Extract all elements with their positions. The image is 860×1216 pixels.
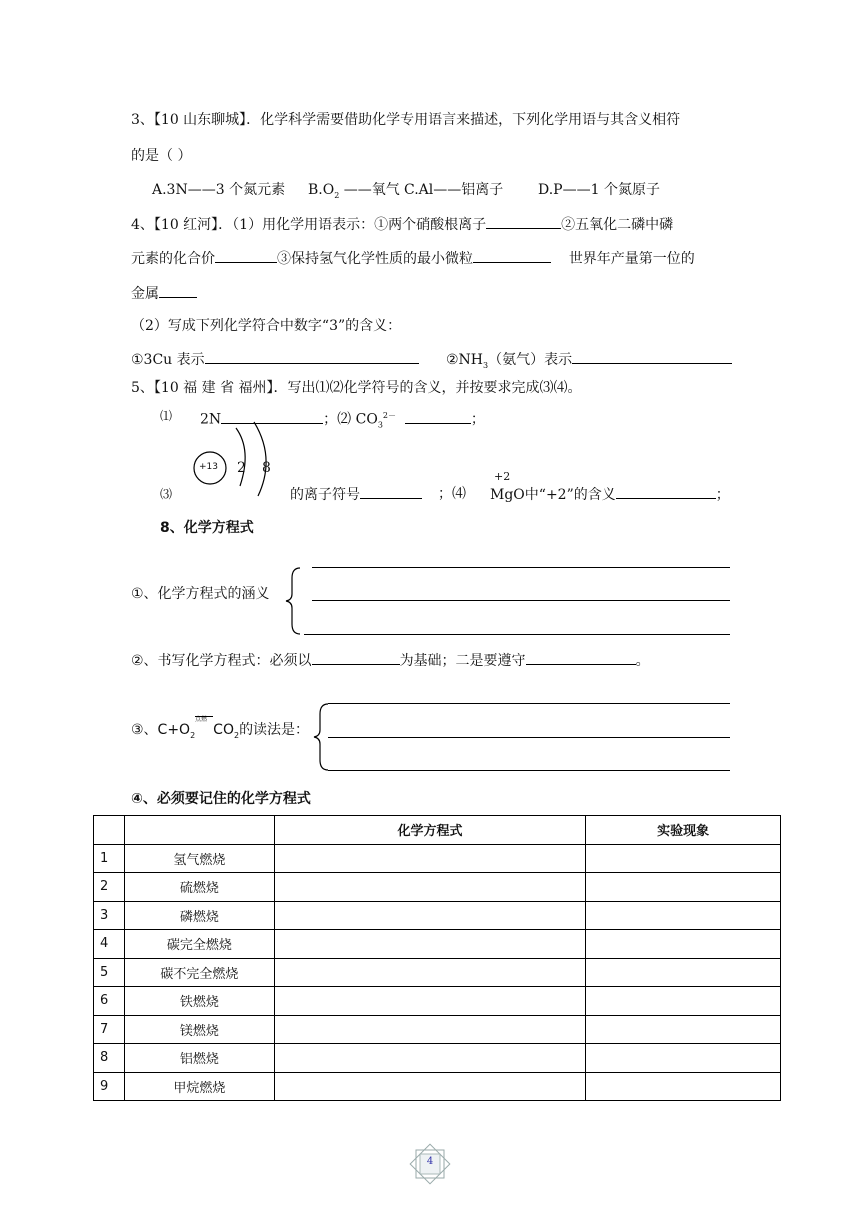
phenomenon-cell[interactable] <box>586 1044 781 1073</box>
q5-part4: MgO中“+2”的含义 ； <box>490 484 730 505</box>
reaction-name: 硫燃烧 <box>124 873 274 902</box>
row-number: 4 <box>94 930 125 959</box>
section-8-title: 8、化学方程式 <box>160 520 254 536</box>
row-number: 9 <box>94 1072 125 1101</box>
q5-part3-label: ⑶ <box>160 487 173 501</box>
meaning-line-3[interactable] <box>304 634 730 635</box>
shell-2-electrons: 8 <box>262 460 271 476</box>
header-phenomenon: 实验现象 <box>586 816 781 845</box>
phenomenon-cell[interactable] <box>586 1015 781 1044</box>
q3-line1: 3、【10 山东聊城】．化学科学需要借助化学专用语言来描述，下列化学用语与其含义相符 <box>131 112 681 128</box>
answer-blank[interactable] <box>312 650 400 665</box>
equations-table <box>93 815 781 1101</box>
table-row <box>94 1044 781 1073</box>
ignite-condition: 点燃 <box>195 716 208 723</box>
phenomenon-cell[interactable] <box>586 873 781 902</box>
header-cell <box>124 816 274 845</box>
reading-equation-label: ③、$C+O_2$ 点燃 $CO_2$的读法是： <box>131 720 309 746</box>
answer-blank[interactable] <box>205 349 419 364</box>
q4-line2: 元素的化合价 ③保持氢气化学性质的最小微粒 世界年产量第一位的 <box>131 248 695 269</box>
table-row <box>94 901 781 930</box>
q5-part4-label: ；⑷ <box>438 486 466 502</box>
q3-line2: 的是（ ） <box>131 148 192 164</box>
q5-part1-label: ⑴ <box>160 409 173 423</box>
reaction-name: 镁燃烧 <box>124 1015 274 1044</box>
equation-cell[interactable] <box>274 958 586 987</box>
table-row <box>94 930 781 959</box>
row-number: 6 <box>94 987 125 1016</box>
reaction-name: 氢气燃烧 <box>124 844 274 873</box>
table-row <box>94 844 781 873</box>
q3-option-b: $B.O_2$ ——氧气 <box>308 182 400 200</box>
shell-1-electrons: 2 <box>237 460 246 476</box>
table-header-row <box>94 816 781 845</box>
q3-option-c: C.Al——铝离子 <box>404 182 504 198</box>
q5-line1: 5、【10 福 建 省 福州】．写出⑴⑵化学符号的含义，并按要求完成⑶⑷。 <box>131 380 582 396</box>
page-number: 4 <box>426 1156 434 1167</box>
row-number: 1 <box>94 844 125 873</box>
answer-blank[interactable] <box>215 248 277 263</box>
meaning-line-1[interactable] <box>312 567 730 568</box>
equation-cell[interactable] <box>274 987 586 1016</box>
phenomenon-cell[interactable] <box>586 987 781 1016</box>
meaning-line-2[interactable] <box>312 600 730 601</box>
table-row <box>94 1072 781 1101</box>
q4-line1: 4、【10 红河】．（1）用化学用语表示：①两个硝酸根离子 ②五氧化二磷中磷 <box>131 214 673 235</box>
phenomenon-cell[interactable] <box>586 1072 781 1101</box>
q3-option-d: D.P——1 个氮原子 <box>538 182 660 198</box>
q4-line3: 金属 <box>131 283 197 304</box>
table-row <box>94 873 781 902</box>
row-number: 3 <box>94 901 125 930</box>
mgo-charge: +2 <box>494 470 511 483</box>
q5-part1: 2N ；⑵ $CO_3^{2-}$ ； <box>200 406 485 435</box>
row-number: 7 <box>94 1015 125 1044</box>
equation-cell[interactable] <box>274 1072 586 1101</box>
q4-item2: $②NH_3$（氨气）表示 <box>446 349 732 376</box>
answer-blank[interactable] <box>572 349 732 364</box>
equation-cell[interactable] <box>274 930 586 959</box>
answer-blank[interactable] <box>526 650 636 665</box>
row-number: 2 <box>94 873 125 902</box>
nucleus-charge: +13 <box>199 462 218 472</box>
table-row <box>94 987 781 1016</box>
table-row <box>94 958 781 987</box>
header-cell <box>94 816 125 845</box>
reaction-name: 甲烷燃烧 <box>124 1072 274 1101</box>
reading-line-3[interactable] <box>328 770 730 771</box>
reading-line-2[interactable] <box>328 737 730 738</box>
table-row <box>94 1015 781 1044</box>
reaction-name: 碳不完全燃烧 <box>124 958 274 987</box>
answer-blank[interactable] <box>486 214 561 229</box>
q5-part3: 的离子符号 <box>290 484 422 505</box>
equation-cell[interactable] <box>274 901 586 930</box>
phenomenon-cell[interactable] <box>586 958 781 987</box>
reaction-name: 磷燃烧 <box>124 901 274 930</box>
answer-blank[interactable] <box>473 248 551 263</box>
equation-meaning-label: ①、化学方程式的涵义 <box>131 586 270 602</box>
left-brace-meaning <box>284 566 304 636</box>
equation-cell[interactable] <box>274 1044 586 1073</box>
answer-blank[interactable] <box>360 484 422 499</box>
answer-blank[interactable] <box>405 409 471 424</box>
row-number: 5 <box>94 958 125 987</box>
answer-blank[interactable] <box>159 283 197 298</box>
answer-blank[interactable] <box>616 484 716 499</box>
equation-cell[interactable] <box>274 873 586 902</box>
writing-equation-line: ②、书写化学方程式：必须以 为基础；二是要遵守 。 <box>131 650 650 671</box>
must-remember-title: ④、必须要记住的化学方程式 <box>131 791 311 807</box>
reaction-name: 铝燃烧 <box>124 1044 274 1073</box>
phenomenon-cell[interactable] <box>586 930 781 959</box>
q4-part2: （2）写成下列化学符合中数字“3”的含义： <box>131 318 402 334</box>
q4-item1: ①3Cu 表示 <box>131 349 419 370</box>
reaction-name: 碳完全燃烧 <box>124 930 274 959</box>
reaction-name: 铁燃烧 <box>124 987 274 1016</box>
q3-option-a: A.3N——3 个氮元素 <box>152 182 286 198</box>
row-number: 8 <box>94 1044 125 1073</box>
phenomenon-cell[interactable] <box>586 844 781 873</box>
reading-line-1[interactable] <box>328 703 730 704</box>
phenomenon-cell[interactable] <box>586 901 781 930</box>
equation-cell[interactable] <box>274 1015 586 1044</box>
equation-cell[interactable] <box>274 844 586 873</box>
header-equation: 化学方程式 <box>274 816 586 845</box>
